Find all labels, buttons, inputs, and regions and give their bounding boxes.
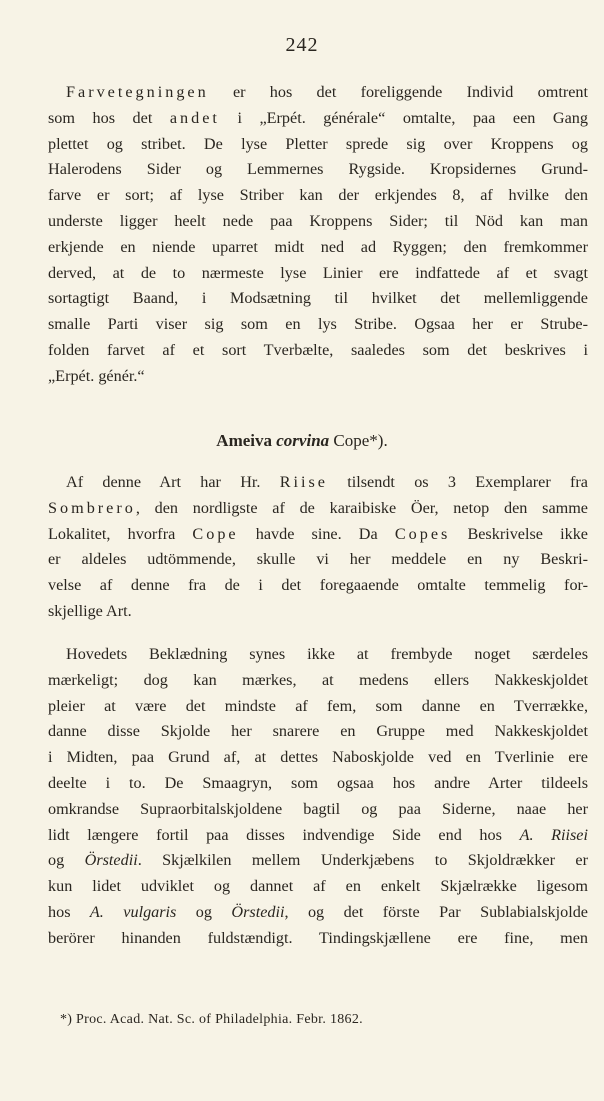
footnote: *) Proc. Acad. Nat. Sc. of Philadelphia. Febr. 1862. (60, 1012, 363, 1027)
text-line: Halerodens Sider og Lemmernes Rygside. Kropsidernes Grund- (48, 160, 588, 179)
text-line: er aldeles udtömmende, skulle vi her meddele en ny Beskri- (48, 550, 588, 569)
text-line: plettet og stribet. De lyse Pletter sprede sig over Kroppens og (48, 134, 588, 153)
text-line: berörer hinanden fuldstændigt. Tindingskjællene ere fine, men (48, 928, 588, 947)
paragraph-head-scales (48, 642, 588, 952)
heading-species: corvina (276, 431, 330, 450)
text-line: Farvetegningen er hos det foreliggende Individ omtrent (66, 83, 588, 101)
text-line: „Erpét. génér.“ (48, 366, 145, 385)
text-line: hos A. vulgaris og Örstedii, og det förste Par Sublabialskjolde (48, 902, 588, 921)
text-line: Af denne Art har Hr. Riise tilsendt os 3 Exemplarer fra (66, 473, 588, 491)
text-line: kun lidet udviklet og dannet af en enkelt Skjælrække ligesom (48, 877, 588, 896)
paragraph-specimens (48, 470, 588, 625)
text-line: mærkeligt; dog kan mærkes, at medens ellers Nakkeskjoldet (48, 670, 588, 689)
text-line: smalle Parti viser sig som en lys Stribe. Ogsaa her er Strube- (48, 315, 588, 334)
page-number: 242 (285, 34, 319, 56)
text-line: omkrandse Supraorbitalskjoldene bagtil og paa Siderne, naae her (48, 799, 588, 818)
text-line: sortagtigt Baand, i Modsætning til hvilket det mellemliggende (48, 289, 588, 308)
text-line: velse af denne fra de i det foregaaende omtalte temmelig for- (48, 576, 588, 595)
text-line: farve er sort; af lyse Striber kan der erkjendes 8, af hvilke den (48, 186, 588, 205)
text-line: skjellige Art. (48, 601, 132, 620)
text-line: erkjende en niende uparret midt ned ad Ryggen; den fremkommer (48, 237, 588, 256)
heading-author: Cope*). (333, 431, 388, 450)
text-line: derved, at de to nærmeste lyse Linier ere indfattede af et svagt (48, 263, 588, 282)
text-line: underste ligger heelt nede paa Kroppens Sider; til Nöd kan man (48, 211, 588, 230)
text-line: i Midten, paa Grund af, at dettes Naboskjolde ved en Tverlinie ere (48, 748, 588, 767)
paragraph-coloration (48, 80, 588, 390)
text-line: pleier at være det mindste af fem, som danne en Tverrække, (48, 696, 588, 715)
text-line: Hovedets Beklædning synes ikke at frembyde noget særdeles (66, 645, 588, 663)
text-line: folden farvet af et sort Tverbælte, saaledes som det beskrives i (48, 340, 588, 359)
text-line: som hos det andet i „Erpét. générale“ omtalte, paa een Gang (48, 108, 588, 127)
text-line: Lokalitet, hvorfra Cope havde sine. Da Copes Beskrivelse ikke (48, 524, 588, 543)
heading-genus: Ameiva (216, 431, 273, 450)
text-line: og Örstedii. Skjælkilen mellem Underkjæbens to Skjoldrækker er (48, 851, 589, 870)
text-line: deelte i to. De Smaagryn, som ogsaa hos andre Arter tildeels (48, 773, 588, 792)
text-line: Sombrero, den nordligste af de karaibiske Öer, netop den samme (48, 498, 588, 517)
species-heading (0, 431, 604, 451)
text-line: lidt længere fortil paa disses indvendige Side end hos A. Riisei (48, 825, 588, 844)
text-line: danne disse Skjolde her snarere en Gruppe med Nakkeskjoldet (48, 722, 588, 741)
